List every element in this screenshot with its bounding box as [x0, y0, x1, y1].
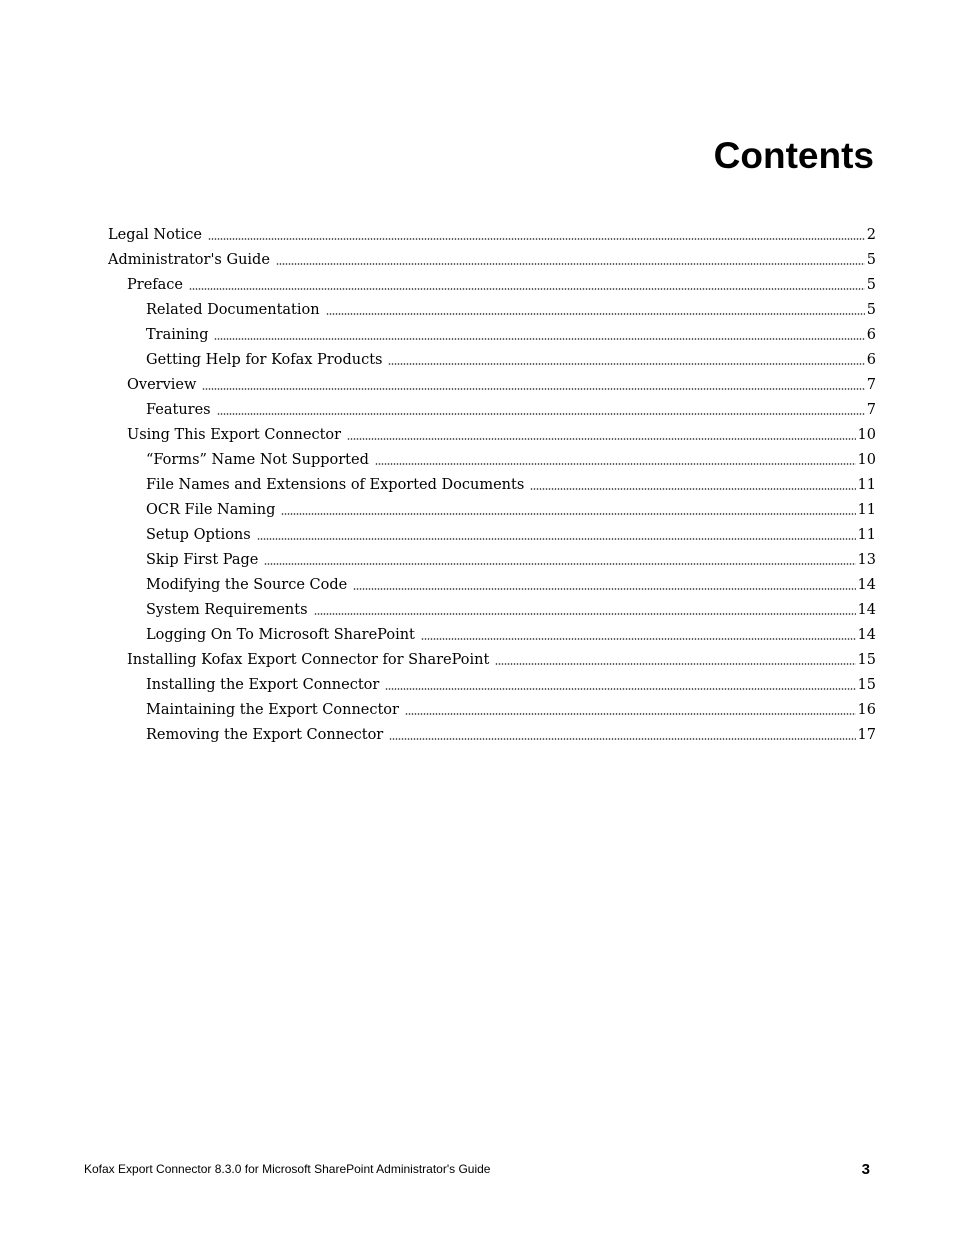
- toc-entry-preface[interactable]: [108, 272, 876, 297]
- toc-entry-label[interactable]: Logging On To Microsoft SharePoint: [146, 626, 415, 643]
- toc-entry-page[interactable]: 7: [866, 376, 876, 393]
- dot-leader: [202, 388, 864, 390]
- toc-entry-label[interactable]: Overview: [127, 376, 197, 393]
- toc-entry-page[interactable]: 5: [866, 276, 876, 293]
- toc-entry-label[interactable]: “Forms” Name Not Supported: [146, 451, 369, 468]
- toc-entry-page[interactable]: 11: [857, 501, 876, 518]
- toc-entry-label[interactable]: Installing the Export Connector: [146, 676, 380, 693]
- toc-entry-label[interactable]: Maintaining the Export Connector: [146, 701, 399, 718]
- toc-entry-label[interactable]: Legal Notice: [108, 226, 202, 243]
- toc-entry-page[interactable]: 6: [866, 351, 876, 368]
- dot-leader: [375, 463, 856, 465]
- toc-entry-installing-export-connector[interactable]: [108, 672, 876, 697]
- toc-entry-label[interactable]: Skip First Page: [146, 551, 259, 568]
- toc-entry-page[interactable]: 11: [857, 526, 876, 543]
- toc-entry-label[interactable]: Using This Export Connector: [127, 426, 342, 443]
- dot-leader: [353, 588, 855, 590]
- toc-entry-page[interactable]: 15: [857, 676, 876, 693]
- toc-entry-legal-notice[interactable]: [108, 222, 876, 247]
- dot-leader: [189, 288, 865, 290]
- page-title: Contents: [713, 135, 874, 176]
- dot-leader: [421, 638, 856, 640]
- dot-leader: [281, 513, 855, 515]
- toc-entry-page[interactable]: 7: [866, 401, 876, 418]
- toc-entry-page[interactable]: 2: [866, 226, 876, 243]
- dot-leader: [276, 263, 865, 265]
- toc-entry-overview[interactable]: [108, 372, 876, 397]
- toc-entry-label[interactable]: Getting Help for Kofax Products: [146, 351, 383, 368]
- toc-entry-label[interactable]: System Requirements: [146, 601, 308, 618]
- dot-leader: [217, 413, 865, 415]
- toc-entry-page[interactable]: 14: [857, 576, 876, 593]
- toc-entry-label[interactable]: Training: [146, 326, 209, 343]
- dot-leader: [385, 688, 855, 690]
- toc-entry-page[interactable]: 10: [857, 451, 876, 468]
- table-of-contents: [108, 222, 876, 747]
- toc-entry-label[interactable]: Installing Kofax Export Connector for SharePoint: [127, 651, 490, 668]
- toc-entry-related-documentation[interactable]: [108, 297, 876, 322]
- dot-leader: [389, 738, 855, 740]
- toc-entry-page[interactable]: 10: [857, 426, 876, 443]
- dot-leader: [264, 563, 855, 565]
- toc-entry-page[interactable]: 13: [857, 551, 876, 568]
- dot-leader: [257, 538, 856, 540]
- dot-leader: [388, 363, 864, 365]
- toc-entry-modifying-source-code[interactable]: [108, 572, 876, 597]
- toc-entry-using-export-connector[interactable]: [108, 422, 876, 447]
- toc-entry-file-names[interactable]: [108, 472, 876, 497]
- toc-entry-skip-first-page[interactable]: [108, 547, 876, 572]
- toc-entry-system-requirements[interactable]: [108, 597, 876, 622]
- toc-entry-getting-help[interactable]: [108, 347, 876, 372]
- toc-entry-logging-on[interactable]: [108, 622, 876, 647]
- toc-entry-setup-options[interactable]: [108, 522, 876, 547]
- dot-leader: [495, 663, 855, 665]
- toc-entry-removing-export-connector[interactable]: [108, 722, 876, 747]
- toc-entry-forms-name[interactable]: [108, 447, 876, 472]
- dot-leader: [208, 238, 865, 240]
- toc-entry-features[interactable]: [108, 397, 876, 422]
- toc-entry-label[interactable]: Administrator's Guide: [108, 251, 270, 268]
- toc-entry-page[interactable]: 16: [857, 701, 876, 718]
- toc-entry-installing-kofax-export-connector[interactable]: [108, 647, 876, 672]
- toc-entry-maintaining-export-connector[interactable]: [108, 697, 876, 722]
- toc-entry-page[interactable]: 14: [857, 626, 876, 643]
- dot-leader: [405, 713, 856, 715]
- dot-leader: [314, 613, 856, 615]
- toc-entry-label[interactable]: Preface: [127, 276, 183, 293]
- toc-entry-ocr-file-naming[interactable]: [108, 497, 876, 522]
- toc-entry-page[interactable]: 11: [857, 476, 876, 493]
- toc-entry-label[interactable]: OCR File Naming: [146, 501, 276, 518]
- toc-entry-label[interactable]: Related Documentation: [146, 301, 320, 318]
- toc-entry-administrators-guide[interactable]: [108, 247, 876, 272]
- footer-page-number: 3: [861, 1161, 870, 1178]
- toc-entry-page[interactable]: 5: [866, 301, 876, 318]
- toc-entry-page[interactable]: 6: [866, 326, 876, 343]
- dot-leader: [214, 338, 864, 340]
- toc-entry-label[interactable]: Removing the Export Connector: [146, 726, 384, 743]
- toc-entry-label[interactable]: Modifying the Source Code: [146, 576, 348, 593]
- toc-entry-page[interactable]: 5: [866, 251, 876, 268]
- footer-document-title: Kofax Export Connector 8.3.0 for Microsoft SharePoint Administrator's Guide: [84, 1162, 491, 1176]
- toc-entry-label[interactable]: Features: [146, 401, 211, 418]
- toc-entry-page[interactable]: 14: [857, 601, 876, 618]
- toc-entry-training[interactable]: [108, 322, 876, 347]
- toc-entry-page[interactable]: 17: [857, 726, 876, 743]
- toc-entry-label[interactable]: Setup Options: [146, 526, 251, 543]
- toc-entry-label[interactable]: File Names and Extensions of Exported Documents: [146, 476, 525, 493]
- toc-entry-page[interactable]: 15: [857, 651, 876, 668]
- dot-leader: [347, 438, 855, 440]
- dot-leader: [326, 313, 865, 315]
- dot-leader: [530, 488, 855, 490]
